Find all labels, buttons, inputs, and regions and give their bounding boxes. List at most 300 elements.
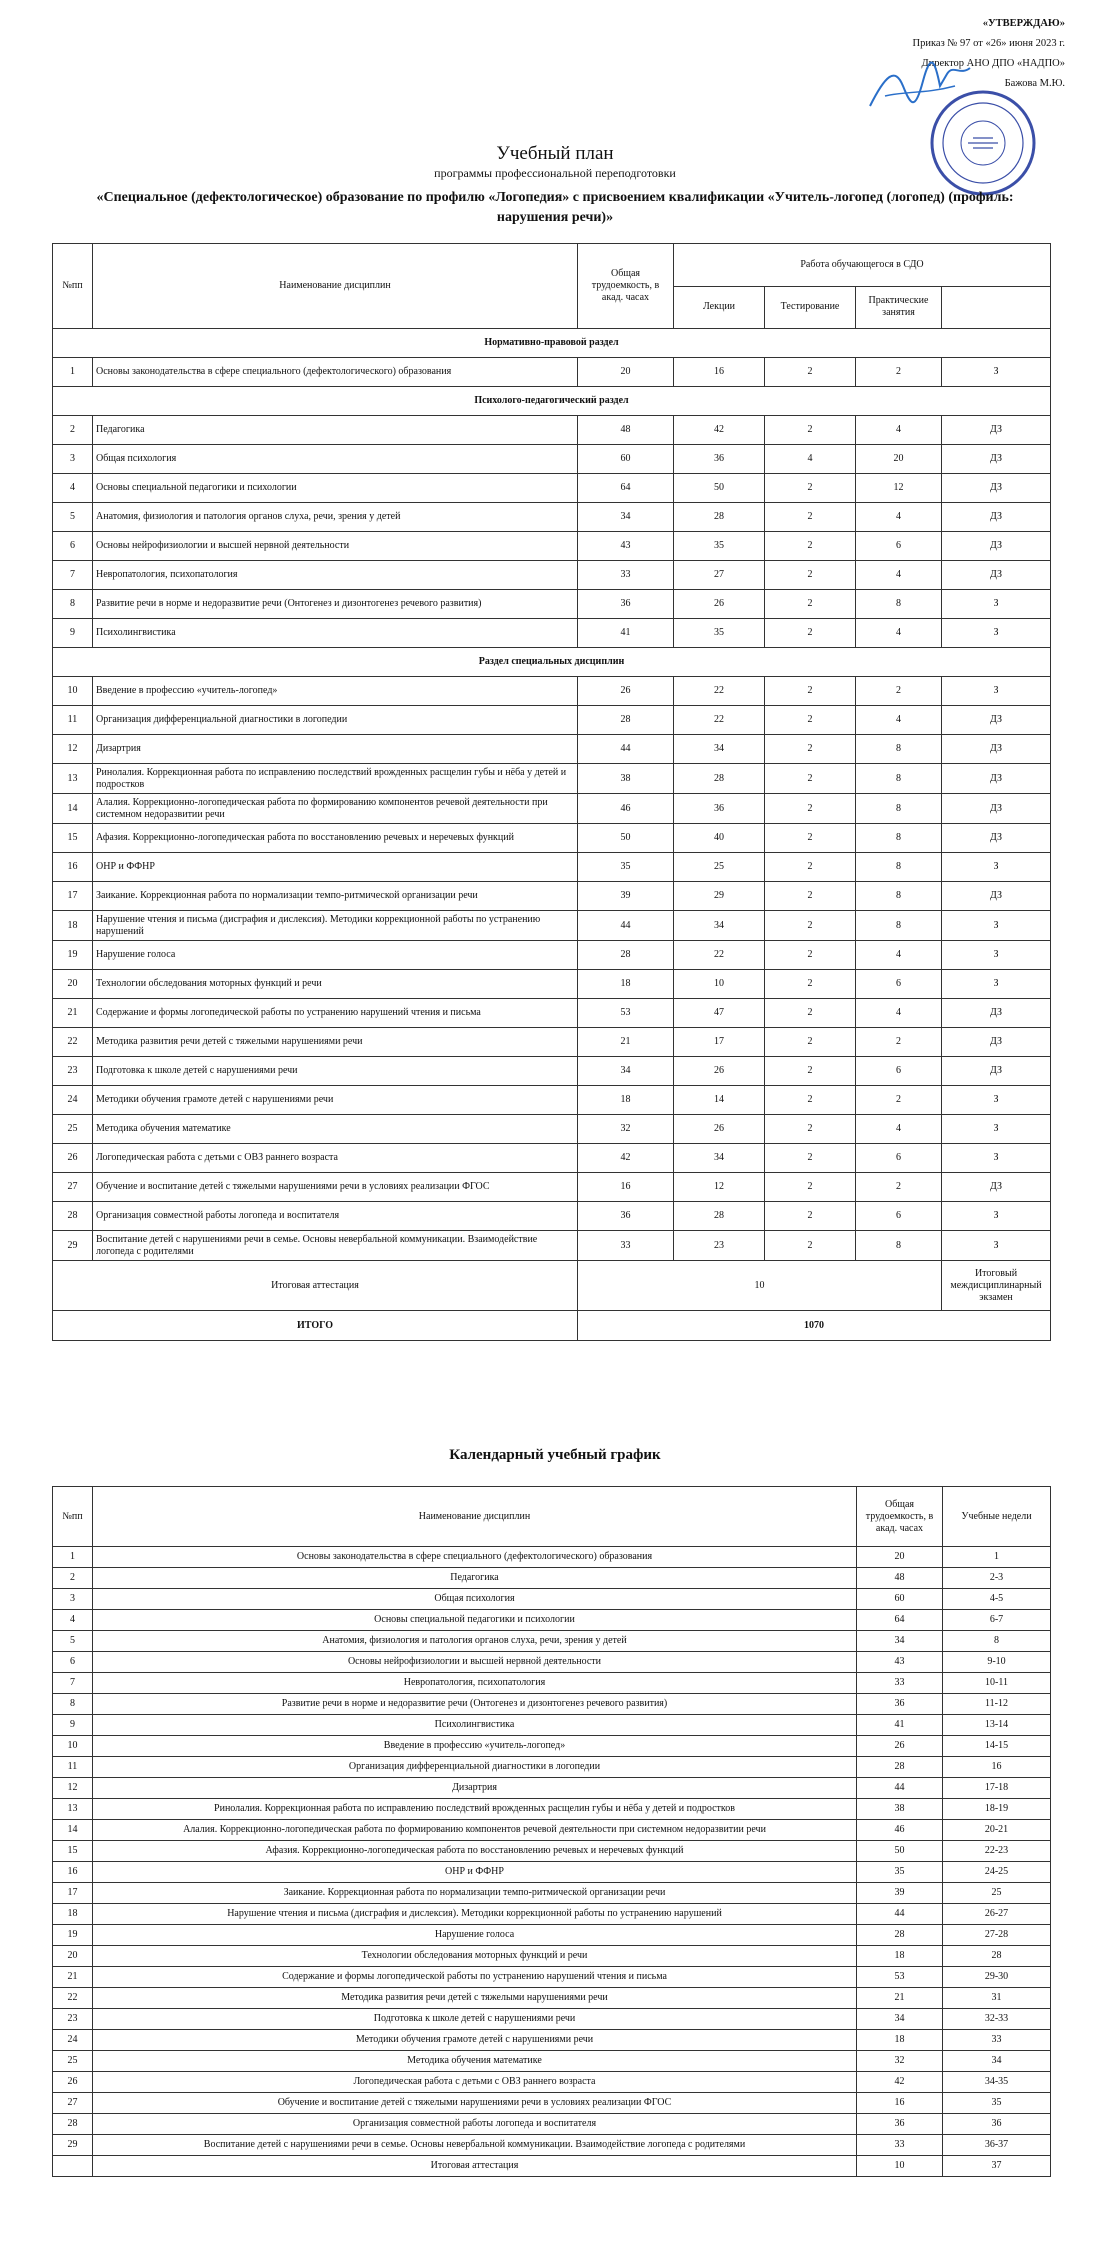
discipline-name: Психолингвистика [93,619,578,648]
total-hours: 16 [578,1173,674,1202]
discipline-name: Основы нейрофизиологии и высшей нервной деятельности [93,532,578,561]
total-hours: 60 [578,445,674,474]
study-weeks: 4-5 [943,1589,1051,1610]
discipline-name: Подготовка к школе детей с нарушениями речи [93,2009,857,2030]
total-hours: 34 [578,503,674,532]
discipline-name: Ринолалия. Коррекционная работа по исправлению последствий врожденных расщелин губы и нёба у детей и подростков [93,1799,857,1820]
row-number: 20 [53,1946,93,1967]
calendar-row [53,1610,1051,1631]
row-number: 15 [53,824,93,853]
study-weeks: 26-27 [943,1904,1051,1925]
row-number: 2 [53,416,93,445]
table-row [53,911,1051,941]
lecture-hours: 26 [674,590,765,619]
discipline-name: Технологии обследования моторных функций и речи [93,1946,857,1967]
assessment-form: ДЗ [942,794,1051,824]
testing-hours: 2 [765,1028,856,1057]
calendar-row [53,1715,1051,1736]
discipline-name: Невропатология, психопатология [93,561,578,590]
total-hours: 43 [578,532,674,561]
discipline-name: Основы специальной педагогики и психологии [93,1610,857,1631]
table-row [53,999,1051,1028]
discipline-name: Основы нейрофизиологии и высшей нервной деятельности [93,1652,857,1673]
discipline-name: Организация дифференциальной диагностики в логопедии [93,706,578,735]
assessment-form: ДЗ [942,764,1051,794]
practice-hours: 2 [856,358,942,387]
testing-hours: 2 [765,911,856,941]
lecture-hours: 22 [674,941,765,970]
assessment-form: З [942,1144,1051,1173]
approval-title: «УТВЕРЖДАЮ» [982,18,1065,29]
assessment-form: З [942,590,1051,619]
row-number: 4 [53,1610,93,1631]
study-weeks: 22-23 [943,1841,1051,1862]
discipline-name: Анатомия, физиология и патология органов слуха, речи, зрения у детей [93,503,578,532]
testing-hours: 2 [765,416,856,445]
calendar-row [53,1988,1051,2009]
lecture-hours: 35 [674,532,765,561]
discipline-name: Обучение и воспитание детей с тяжелыми нарушениями речи в условиях реализации ФГОС [93,2093,857,2114]
row-number: 11 [53,706,93,735]
row-number: 19 [53,1925,93,1946]
lecture-hours: 25 [674,853,765,882]
calendar-row [53,2114,1051,2135]
table-row [53,970,1051,999]
study-weeks: 8 [943,1631,1051,1652]
total-hours: 18 [857,2030,943,2051]
practice-hours: 8 [856,853,942,882]
total-hours: 44 [857,1778,943,1799]
discipline-name: ОНР и ФФНР [93,853,578,882]
total-hours: 53 [857,1967,943,1988]
calendar-row [53,1841,1051,1862]
study-weeks: 1 [943,1547,1051,1568]
lecture-hours: 36 [674,794,765,824]
study-weeks: 11-12 [943,1694,1051,1715]
lecture-hours: 23 [674,1231,765,1261]
total-hours: 18 [578,970,674,999]
assessment-form: З [942,970,1051,999]
document-title: Учебный план [496,143,614,164]
discipline-name: Нарушение голоса [93,1925,857,1946]
discipline-name: Основы законодательства в сфере специального (дефектологического) образования [93,1547,857,1568]
testing-hours: 2 [765,1086,856,1115]
total-hours: 42 [857,2072,943,2093]
discipline-name: Введение в профессию «учитель-логопед» [93,677,578,706]
row-number [53,2156,93,2177]
total-hours: 34 [857,1631,943,1652]
lecture-hours: 22 [674,677,765,706]
discipline-name: Методика обучения математике [93,1115,578,1144]
section-title: Нормативно-правовой раздел [53,329,1051,358]
testing-hours: 2 [765,619,856,648]
total-hours-sum: 1070 [578,1311,1051,1341]
row-number: 29 [53,1231,93,1261]
total-row [53,1311,1051,1341]
study-weeks: 10-11 [943,1673,1051,1694]
testing-hours: 2 [765,764,856,794]
practice-hours: 8 [856,911,942,941]
assessment-form: З [942,619,1051,648]
study-weeks: 27-28 [943,1925,1051,1946]
final-attestation-row [53,1261,1051,1311]
discipline-name: Методики обучения грамоте детей с нарушениями речи [93,1086,578,1115]
total-hours: 36 [857,2114,943,2135]
assessment-form: З [942,1231,1051,1261]
testing-hours: 2 [765,1202,856,1231]
total-hours: 42 [578,1144,674,1173]
testing-hours: 2 [765,1057,856,1086]
testing-hours: 2 [765,882,856,911]
total-hours: 21 [857,1988,943,2009]
table-row [53,1202,1051,1231]
discipline-name: Организация совместной работы логопеда и воспитателя [93,2114,857,2135]
row-number: 26 [53,1144,93,1173]
table-row [53,1086,1051,1115]
table-row [53,1144,1051,1173]
discipline-name: Воспитание детей с нарушениями речи в семье. Основы невербальной коммуникации. Взаимодействие логопеда с родителями [93,1231,578,1261]
table-row [53,590,1051,619]
total-hours: 33 [857,1673,943,1694]
lecture-hours: 28 [674,764,765,794]
total-hours: 53 [578,999,674,1028]
approval-name: Бажова М.Ю. [1004,78,1065,89]
assessment-form: ДЗ [942,445,1051,474]
practice-hours: 4 [856,619,942,648]
total-hours: 38 [857,1799,943,1820]
table-row [53,1173,1051,1202]
lecture-hours: 40 [674,824,765,853]
testing-hours: 2 [765,706,856,735]
testing-hours: 2 [765,1115,856,1144]
lecture-hours: 28 [674,503,765,532]
discipline-name: Содержание и формы логопедической работы по устранению нарушений чтения и письма [93,999,578,1028]
discipline-name: Невропатология, психопатология [93,1673,857,1694]
total-hours: 50 [578,824,674,853]
table-row [53,445,1051,474]
table-row [53,503,1051,532]
discipline-name: Методики обучения грамоте детей с нарушениями речи [93,2030,857,2051]
total-hours: 16 [857,2093,943,2114]
discipline-name: Заикание. Коррекционная работа по нормализации темпо-ритмической организации речи [93,1883,857,1904]
practice-hours: 8 [856,882,942,911]
testing-hours: 2 [765,561,856,590]
table-row [53,358,1051,387]
total-hours: 44 [578,911,674,941]
study-weeks: 34 [943,2051,1051,2072]
row-number: 2 [53,1568,93,1589]
study-weeks: 33 [943,2030,1051,2051]
table-row [53,416,1051,445]
assessment-form: З [942,1202,1051,1231]
row-number: 5 [53,1631,93,1652]
row-number: 16 [53,1862,93,1883]
total-hours: 32 [857,2051,943,2072]
lecture-hours: 34 [674,735,765,764]
assessment-form: ДЗ [942,416,1051,445]
total-hours: 18 [578,1086,674,1115]
discipline-name: Афазия. Коррекционно-логопедическая работа по восстановлению речевых и неречевых функций [93,1841,857,1862]
total-hours: 28 [578,706,674,735]
lecture-hours: 26 [674,1057,765,1086]
study-weeks: 20-21 [943,1820,1051,1841]
discipline-name: Логопедическая работа с детьми с ОВЗ раннего возраста [93,1144,578,1173]
final-attestation-hours: 10 [857,2156,943,2177]
row-number: 17 [53,1883,93,1904]
practice-hours: 8 [856,735,942,764]
assessment-form: ДЗ [942,1173,1051,1202]
practice-hours: 6 [856,1057,942,1086]
assessment-form: З [942,853,1051,882]
total-hours: 48 [857,1568,943,1589]
discipline-name: Обучение и воспитание детей с тяжелыми нарушениями речи в условиях реализации ФГОС [93,1173,578,1202]
practice-hours: 2 [856,677,942,706]
calendar-row [53,1820,1051,1841]
practice-hours: 4 [856,561,942,590]
calendar-row [53,2135,1051,2156]
cal-header-num: №пп [53,1487,93,1547]
assessment-form: З [942,911,1051,941]
header-practice: Практические занятия [856,286,942,329]
assessment-form: З [942,1115,1051,1144]
table-row [53,561,1051,590]
practice-hours: 8 [856,824,942,853]
practice-hours: 6 [856,1144,942,1173]
lecture-hours: 12 [674,1173,765,1202]
row-number: 9 [53,1715,93,1736]
table-row [53,882,1051,911]
discipline-name: Подготовка к школе детей с нарушениями речи [93,1057,578,1086]
practice-hours: 2 [856,1028,942,1057]
row-number: 7 [53,561,93,590]
discipline-name: Введение в профессию «учитель-логопед» [93,1736,857,1757]
testing-hours: 2 [765,999,856,1028]
testing-hours: 2 [765,970,856,999]
row-number: 10 [53,1736,93,1757]
lecture-hours: 42 [674,416,765,445]
calendar-row [53,1925,1051,1946]
row-number: 8 [53,590,93,619]
total-hours: 60 [857,1589,943,1610]
study-weeks: 28 [943,1946,1051,1967]
table-row [53,706,1051,735]
row-number: 17 [53,882,93,911]
lecture-hours: 50 [674,474,765,503]
total-hours: 21 [578,1028,674,1057]
lecture-hours: 47 [674,999,765,1028]
calendar-row [53,2009,1051,2030]
testing-hours: 4 [765,445,856,474]
table-row [53,1028,1051,1057]
section-row [53,648,1051,677]
total-hours: 38 [578,764,674,794]
table-row [53,735,1051,764]
row-number: 26 [53,2072,93,2093]
row-number: 16 [53,853,93,882]
curriculum-body [53,329,1051,1341]
row-number: 12 [53,1778,93,1799]
header-num: №пп [53,244,93,329]
calendar-row [53,1631,1051,1652]
study-weeks: 34-35 [943,2072,1051,2093]
row-number: 5 [53,503,93,532]
study-weeks: 25 [943,1883,1051,1904]
testing-hours: 2 [765,735,856,764]
row-number: 21 [53,1967,93,1988]
discipline-name: Методика развития речи детей с тяжелыми нарушениями речи [93,1028,578,1057]
total-hours: 28 [578,941,674,970]
calendar-row [53,1946,1051,1967]
row-number: 22 [53,1028,93,1057]
study-weeks: 9-10 [943,1652,1051,1673]
calendar-body [53,1547,1051,2177]
lecture-hours: 10 [674,970,765,999]
row-number: 10 [53,677,93,706]
row-number: 25 [53,2051,93,2072]
total-hours: 46 [857,1820,943,1841]
lecture-hours: 28 [674,1202,765,1231]
discipline-name: Афазия. Коррекционно-логопедическая работа по восстановлению речевых и неречевых функций [93,824,578,853]
row-number: 23 [53,2009,93,2030]
calendar-row [53,1883,1051,1904]
row-number: 4 [53,474,93,503]
total-hours: 46 [578,794,674,824]
total-hours: 50 [857,1841,943,1862]
discipline-name: Организация дифференциальной диагностики в логопедии [93,1757,857,1778]
discipline-name: Методика развития речи детей с тяжелыми нарушениями речи [93,1988,857,2009]
total-hours: 41 [857,1715,943,1736]
total-hours: 43 [857,1652,943,1673]
discipline-name: Заикание. Коррекционная работа по нормализации темпо-ритмической организации речи [93,882,578,911]
row-number: 9 [53,619,93,648]
practice-hours: 6 [856,970,942,999]
cal-header-total: Общая трудоемкость, в акад. часах [857,1487,943,1547]
table-row [53,1231,1051,1261]
calendar-row [53,1547,1051,1568]
final-attestation-hours: 10 [578,1261,942,1311]
testing-hours: 2 [765,590,856,619]
total-hours: 33 [578,1231,674,1261]
row-number: 3 [53,1589,93,1610]
table-row [53,794,1051,824]
row-number: 24 [53,2030,93,2051]
practice-hours: 8 [856,1231,942,1261]
calendar-row [53,1778,1051,1799]
assessment-form: ДЗ [942,1057,1051,1086]
study-weeks: 24-25 [943,1862,1051,1883]
calendar-row [53,1862,1051,1883]
lecture-hours: 26 [674,1115,765,1144]
practice-hours: 2 [856,1173,942,1202]
calendar-row [53,1799,1051,1820]
row-number: 22 [53,1988,93,2009]
lecture-hours: 22 [674,706,765,735]
assessment-form: ДЗ [942,735,1051,764]
row-number: 20 [53,970,93,999]
discipline-name: Воспитание детей с нарушениями речи в семье. Основы невербальной коммуникации. Взаимодействие логопеда с родителями [93,2135,857,2156]
assessment-form: З [942,1086,1051,1115]
calendar-row [53,1967,1051,1988]
study-weeks: 29-30 [943,1967,1051,1988]
row-number: 12 [53,735,93,764]
discipline-name: Нарушение чтения и письма (дисграфия и дислексия). Методики коррекционной работы по устранению нарушений [93,1904,857,1925]
testing-hours: 2 [765,1144,856,1173]
total-hours: 35 [578,853,674,882]
final-attestation-label: Итоговая аттестация [93,2156,857,2177]
calendar-row [53,2072,1051,2093]
row-number: 18 [53,1904,93,1925]
lecture-hours: 36 [674,445,765,474]
assessment-form: ДЗ [942,474,1051,503]
testing-hours: 2 [765,1231,856,1261]
row-number: 15 [53,1841,93,1862]
calendar-row [53,2030,1051,2051]
total-hours: 39 [857,1883,943,1904]
discipline-name: Развитие речи в норме и недоразвитие речи (Онтогенез и дизонтогенез речевого развития) [93,1694,857,1715]
table-row [53,619,1051,648]
study-weeks: 32-33 [943,2009,1051,2030]
header-total-hours: Общая трудоемкость, в акад. часах [578,244,674,329]
discipline-name: Общая психология [93,445,578,474]
row-number: 1 [53,358,93,387]
discipline-name: Педагогика [93,1568,857,1589]
study-weeks: 36-37 [943,2135,1051,2156]
discipline-name: Педагогика [93,416,578,445]
calendar-row [53,1652,1051,1673]
section-title: Психолого-педагогический раздел [53,387,1051,416]
row-number: 29 [53,2135,93,2156]
calendar-row [53,1904,1051,1925]
lecture-hours: 16 [674,358,765,387]
calendar-row [53,1589,1051,1610]
row-number: 11 [53,1757,93,1778]
discipline-name: Логопедическая работа с детьми с ОВЗ раннего возраста [93,2072,857,2093]
table-row [53,764,1051,794]
row-number: 25 [53,1115,93,1144]
discipline-name: ОНР и ФФНР [93,1862,857,1883]
practice-hours: 4 [856,1115,942,1144]
calendar-row [53,1568,1051,1589]
lecture-hours: 14 [674,1086,765,1115]
table-row [53,941,1051,970]
testing-hours: 2 [765,503,856,532]
calendar-row [53,2093,1051,2114]
testing-hours: 2 [765,358,856,387]
testing-hours: 2 [765,1173,856,1202]
discipline-name: Основы законодательства в сфере специального (дефектологического) образования [93,358,578,387]
header-lectures: Лекции [674,286,765,329]
table-row [53,474,1051,503]
discipline-name: Анатомия, физиология и патология органов слуха, речи, зрения у детей [93,1631,857,1652]
practice-hours: 12 [856,474,942,503]
total-hours: 26 [578,677,674,706]
table-row [53,1057,1051,1086]
row-number: 14 [53,1820,93,1841]
total-hours: 48 [578,416,674,445]
assessment-form: З [942,677,1051,706]
discipline-name: Нарушение голоса [93,941,578,970]
testing-hours: 2 [765,824,856,853]
row-number: 7 [53,1673,93,1694]
row-number: 21 [53,999,93,1028]
study-weeks: 18-19 [943,1799,1051,1820]
testing-hours: 2 [765,794,856,824]
row-number: 28 [53,1202,93,1231]
lecture-hours: 34 [674,911,765,941]
total-hours: 39 [578,882,674,911]
assessment-form: ДЗ [942,561,1051,590]
total-hours: 64 [578,474,674,503]
